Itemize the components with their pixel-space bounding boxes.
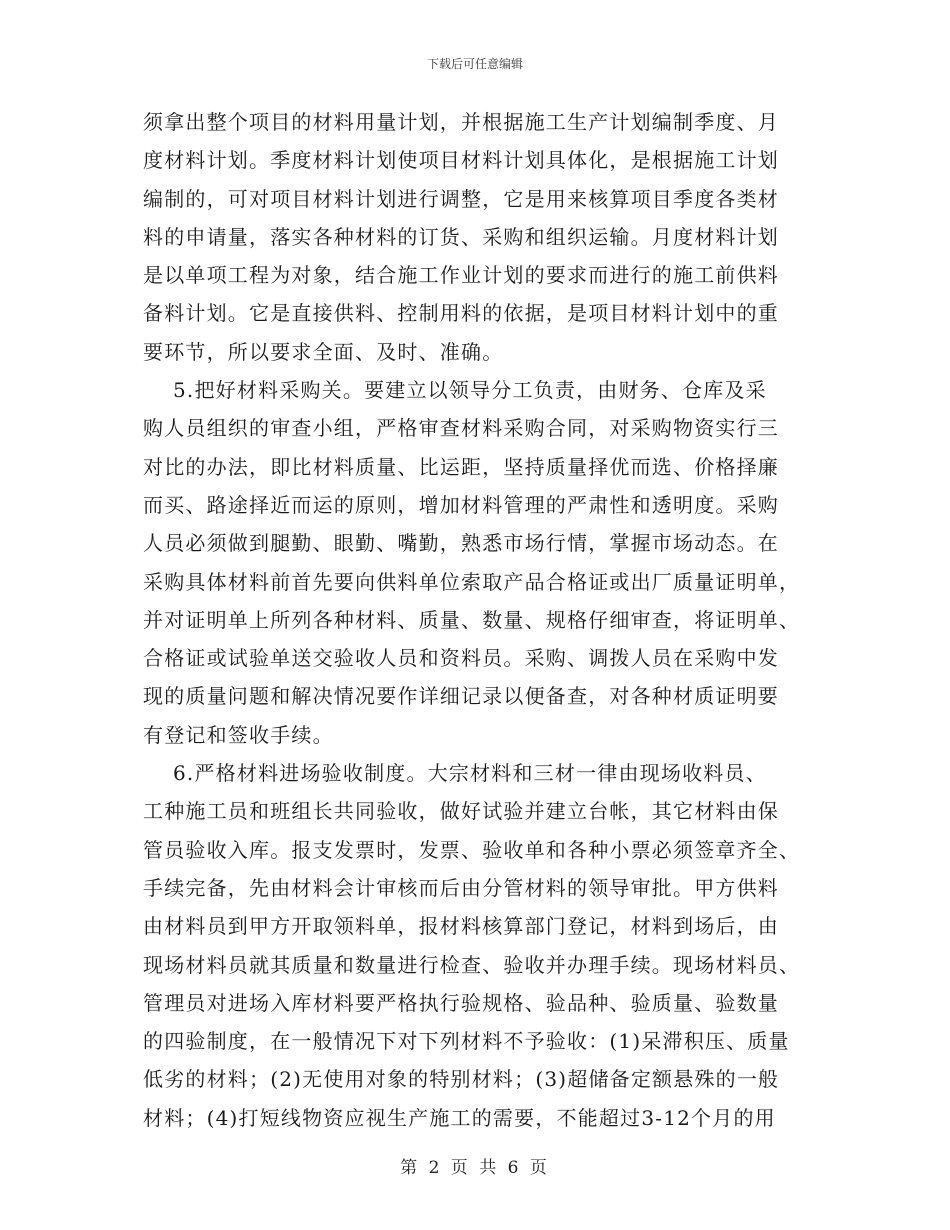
paragraph-start-line: 6.严格材料进场验收制度。大宗材料和三材一律由现场收料员、	[173, 761, 767, 786]
body-line: 购人员组织的审查小组，严格审查材料采购合同，对采购物资实行三	[143, 416, 779, 441]
body-line: 度材料计划。季度材料计划使项目材料计划具体化，是根据施工计划	[143, 148, 779, 173]
paragraph-start-line: 5.把好材料采购关。要建立以领导分工负责，由财务、仓库及采	[173, 378, 767, 403]
body-line: 是以单项工程为对象，结合施工作业计划的要求而进行的施工前供料	[143, 263, 779, 288]
body-line: 人员必须做到腿勤、眼勤、嘴勤，熟悉市场行情，掌握市场动态。在	[143, 531, 779, 556]
body-line: 管理员对进场入库材料要严格执行验规格、验品种、验质量、验数量	[143, 990, 779, 1015]
document-body	[143, 103, 813, 1137]
body-line: 采购具体材料前首先要向供料单位索取产品合格证或出厂质量证明单，	[143, 569, 801, 594]
body-line: 工种施工员和班组长共同验收，做好试验并建立台帐，其它材料由保	[143, 799, 779, 824]
body-line: 编制的，可对项目材料计划进行调整，它是用来核算项目季度各类材	[143, 186, 779, 211]
body-line: 并对证明单上所列各种材料、质量、数量、规格仔细审查，将证明单、	[143, 607, 801, 632]
page-number: 第 2 页 共 6 页	[400, 1158, 550, 1178]
body-line: 现的质量问题和解决情况要作详细记录以便备查，对各种材质证明要	[143, 684, 779, 709]
body-line: 由材料员到甲方开取领料单，报材料核算部门登记，材料到场后，由	[143, 914, 779, 939]
body-line: 而买、路途择近而运的原则，增加材料管理的严肃性和透明度。采购	[143, 492, 779, 517]
body-line: 现场材料员就其质量和数量进行检查、验收并办理手续。现场材料员、	[143, 952, 801, 977]
body-line: 手续完备，先由材料会计审核而后由分管材料的领导审批。甲方供料	[143, 875, 779, 900]
body-line: 须拿出整个项目的材料用量计划，并根据施工生产计划编制季度、月	[143, 110, 779, 134]
body-line: 有登记和签收手续。	[143, 722, 334, 747]
body-line: 对比的办法，即比材料质量、比运距，坚持质量择优而选、价格择廉	[143, 454, 779, 479]
body-line: 合格证或试验单送交验收人员和资料员。采购、调拨人员在采购中发	[143, 646, 779, 671]
body-line: 材料；(4)打短线物资应视生产施工的需要，不能超过3-12个月的用	[143, 1105, 776, 1130]
body-line: 备料计划。它是直接供料、控制用料的依据，是项目材料计划中的重	[143, 301, 779, 326]
body-line: 要环节，所以要求全面、及时、准确。	[143, 339, 504, 364]
body-line: 的四验制度，在一般情况下对下列材料不予验收：(1)呆滞积压、质量	[143, 1029, 790, 1054]
body-line: 管员验收入库。报支发票时，发票、验收单和各种小票必须签章齐全、	[143, 837, 801, 862]
body-line: 低劣的材料；(2)无使用对象的特别材料；(3)超储备定额悬殊的一般	[143, 1067, 780, 1092]
page-header-note: 下载后可任意编辑	[426, 57, 523, 71]
body-line: 料的申请量，落实各种材料的订货、采购和组织运输。月度材料计划	[143, 224, 779, 249]
